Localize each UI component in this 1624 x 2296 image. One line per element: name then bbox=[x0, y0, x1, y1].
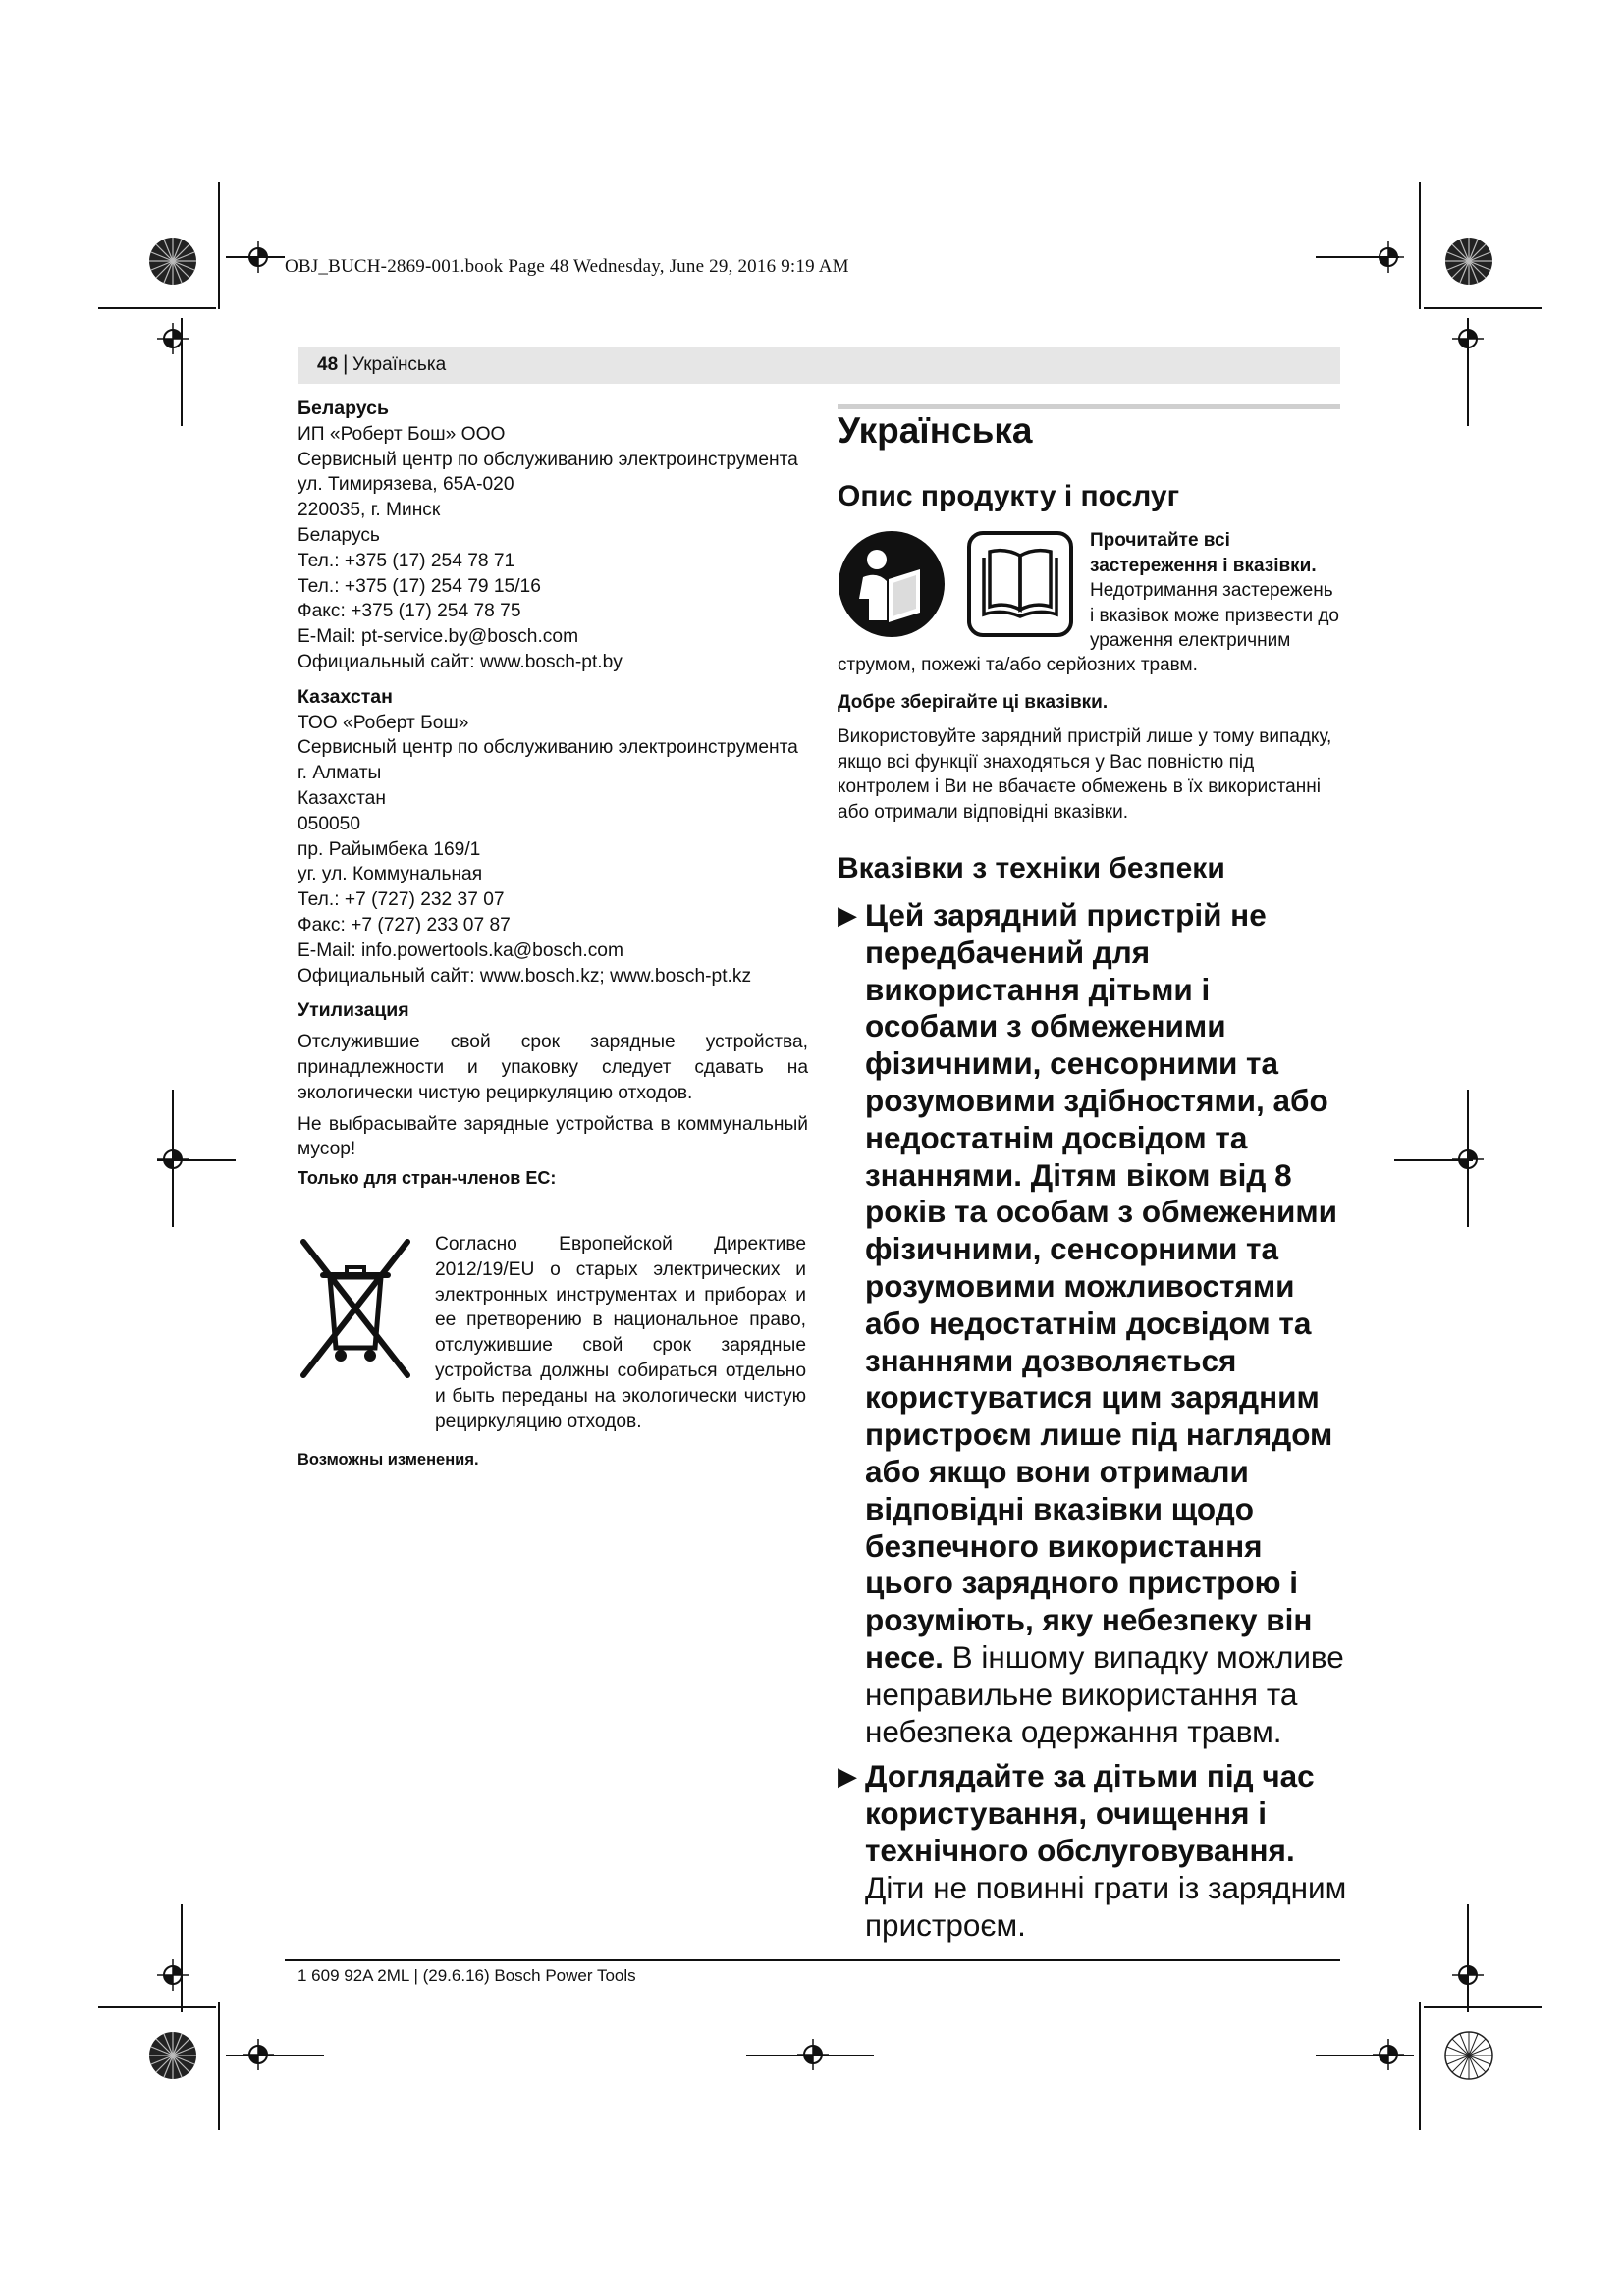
disposal-paragraph: Не выбрасывайте зарядные устройства в коммунальный мусор! bbox=[298, 1113, 808, 1160]
footer-text: 1 609 92A 2ML | (29.6.16) Bosch Power Tools bbox=[298, 1966, 636, 1985]
header-separator: | bbox=[343, 352, 349, 375]
address-line: Казахстан bbox=[298, 787, 386, 809]
registration-mark-icon bbox=[243, 2039, 274, 2070]
registration-mark-icon bbox=[157, 1959, 189, 1991]
file-info-line: OBJ_BUCH-2869-001.book Page 48 Wednesday, June 29, 2016 9:19 AM bbox=[285, 256, 849, 277]
product-description-title: Опис продукту і послуг bbox=[838, 480, 1180, 512]
address-line: 050050 bbox=[298, 813, 361, 834]
registration-mark-icon bbox=[1373, 2039, 1404, 2070]
eu-heading: Только для стран-членов ЕС: bbox=[298, 1168, 557, 1189]
address-line: г. Алматы bbox=[298, 763, 382, 784]
list-item bbox=[838, 897, 1348, 1750]
read-manual-person-icon bbox=[838, 530, 946, 638]
bullet-normal-text: В іншому випадку можливе неправильне використання та небезпека одержання травм. bbox=[865, 1638, 1344, 1749]
usage-paragraph: Використовуйте зарядний пристрій лише у тому випадку, якщо всі функції знаходяться у Вас повністю під контролем і Ви не вбачаєте обмежень в їх використанні або отримали відповідні вказівки. bbox=[838, 726, 1332, 823]
phone-line: Тел.: +7 (727) 232 37 07 bbox=[298, 889, 505, 911]
bullet-arrow-icon: ▶ bbox=[838, 1761, 857, 1791]
crossed-out-wheelie-bin-icon bbox=[298, 1238, 413, 1385]
fax-line: Факс: +7 (727) 233 07 87 bbox=[298, 914, 511, 935]
disposal-heading: Утилизация bbox=[298, 999, 409, 1022]
registration-mark-icon bbox=[1452, 1144, 1484, 1175]
eu-directive-text: Согласно Европейской Директиве 2012/19/EU о старых электрических и электронных инструментах и приборах и ее претворению в национальное право, отслужившие свой срок зарядные устройства должны собираться отдельно и быть переданы на экологически чистую рециркуляцию отходов. bbox=[435, 1234, 806, 1432]
left-column bbox=[298, 397, 808, 1192]
address-line: Беларусь bbox=[298, 524, 380, 546]
safety-bullets bbox=[838, 897, 1348, 1951]
warning-text-continued: струмом, пожежі та/або серйозних травм. bbox=[838, 655, 1198, 675]
warning-text: Недотримання застережень і вказівок може призвести до ураження електричним bbox=[1090, 580, 1339, 651]
belarus-heading: Беларусь bbox=[298, 398, 389, 419]
safety-warning-block bbox=[1090, 528, 1341, 654]
keep-instructions-note: Добре зберігайте ці вказівки. bbox=[838, 692, 1109, 713]
email-line: E-Mail: pt-service.by@bosch.com bbox=[298, 626, 579, 648]
running-header bbox=[298, 347, 1340, 384]
color-bar-sun-icon bbox=[1443, 2030, 1494, 2081]
bullet-bold-text: Цей зарядний пристрій не передбачений для використання дітьми і особами з обмеженими фізичними, сенсорними та розумовими здібностями, або недостатнім досвідом та знаннями. Дітям віком від 8 років та особам з обмеженими фізичними, сенсорними та розумовими можливостями або недостатнім досвідом та знаннями дозволяється користуватися цим зарядним пристроєм лише під наглядом або якщо вони отримали відповідні вказівки щодо безпечного використання цього зарядного пристрою і розуміють, яку небезпеку він несе. bbox=[865, 897, 1338, 1675]
address-line: ТОО «Роберт Бош» bbox=[298, 712, 469, 733]
address-line: 220035, г. Минск bbox=[298, 500, 441, 521]
address-line: Сервисный центр по обслуживанию электроинструмента bbox=[298, 449, 798, 470]
website-line: Официальный сайт: www.bosch.kz; www.bosch-pt.kz bbox=[298, 965, 752, 987]
page-number: 48 bbox=[317, 354, 339, 375]
registration-mark-icon bbox=[157, 1144, 189, 1175]
header-language: Українська bbox=[352, 354, 447, 375]
registration-mark-icon bbox=[243, 241, 274, 273]
address-line: ул. Тимирязева, 65А-020 bbox=[298, 474, 514, 496]
email-line: E-Mail: info.powertools.ka@bosch.com bbox=[298, 939, 623, 961]
disposal-paragraph: Отслужившие свой срок зарядные устройства, принадлежности и упаковку следует сдавать на экологически чистую рециркуляцию отходов. bbox=[298, 1032, 808, 1103]
kazakhstan-heading: Казахстан bbox=[298, 685, 393, 708]
registration-mark-icon bbox=[157, 323, 189, 354]
address-line: Сервисный центр по обслуживанию электроинструмента bbox=[298, 737, 798, 759]
section-title: Українська bbox=[838, 410, 1033, 451]
registration-mark-icon bbox=[1452, 323, 1484, 354]
safety-instructions-title: Вказівки з техніки безпеки bbox=[838, 852, 1225, 884]
address-line: ИП «Роберт Бош» ООО bbox=[298, 423, 506, 445]
address-line: пр. Райымбека 169/1 bbox=[298, 838, 481, 860]
bullet-normal-text: Діти не повинні грати із зарядним пристроєм. bbox=[865, 1869, 1347, 1943]
website-line: Официальный сайт: www.bosch-pt.by bbox=[298, 651, 623, 672]
registration-mark-icon bbox=[797, 2039, 829, 2070]
color-bar-sun-icon bbox=[1443, 236, 1494, 287]
registration-mark-icon bbox=[1452, 1959, 1484, 1991]
warning-bold-text: Прочитайте всі застереження і вказівки. bbox=[1090, 530, 1317, 576]
address-line: уг. ул. Коммунальная bbox=[298, 864, 483, 885]
bullet-arrow-icon: ▶ bbox=[838, 900, 857, 930]
bullet-bold-text: Доглядайте за дітьми під час користування, очищення і технічного обслуговування. bbox=[865, 1758, 1315, 1868]
section-rule bbox=[838, 404, 1340, 409]
open-book-icon bbox=[966, 530, 1074, 638]
fax-line: Факс: +375 (17) 254 78 75 bbox=[298, 601, 521, 622]
footer-rule bbox=[285, 1959, 1340, 1961]
changes-note: Возможны изменения. bbox=[298, 1451, 479, 1468]
registration-mark-icon bbox=[1373, 241, 1404, 273]
phone-line: Тел.: +375 (17) 254 79 15/16 bbox=[298, 575, 541, 597]
phone-line: Тел.: +375 (17) 254 78 71 bbox=[298, 550, 515, 571]
color-bar-sun-icon bbox=[147, 236, 198, 287]
color-bar-sun-icon bbox=[147, 2030, 198, 2081]
list-item bbox=[838, 1758, 1348, 1944]
